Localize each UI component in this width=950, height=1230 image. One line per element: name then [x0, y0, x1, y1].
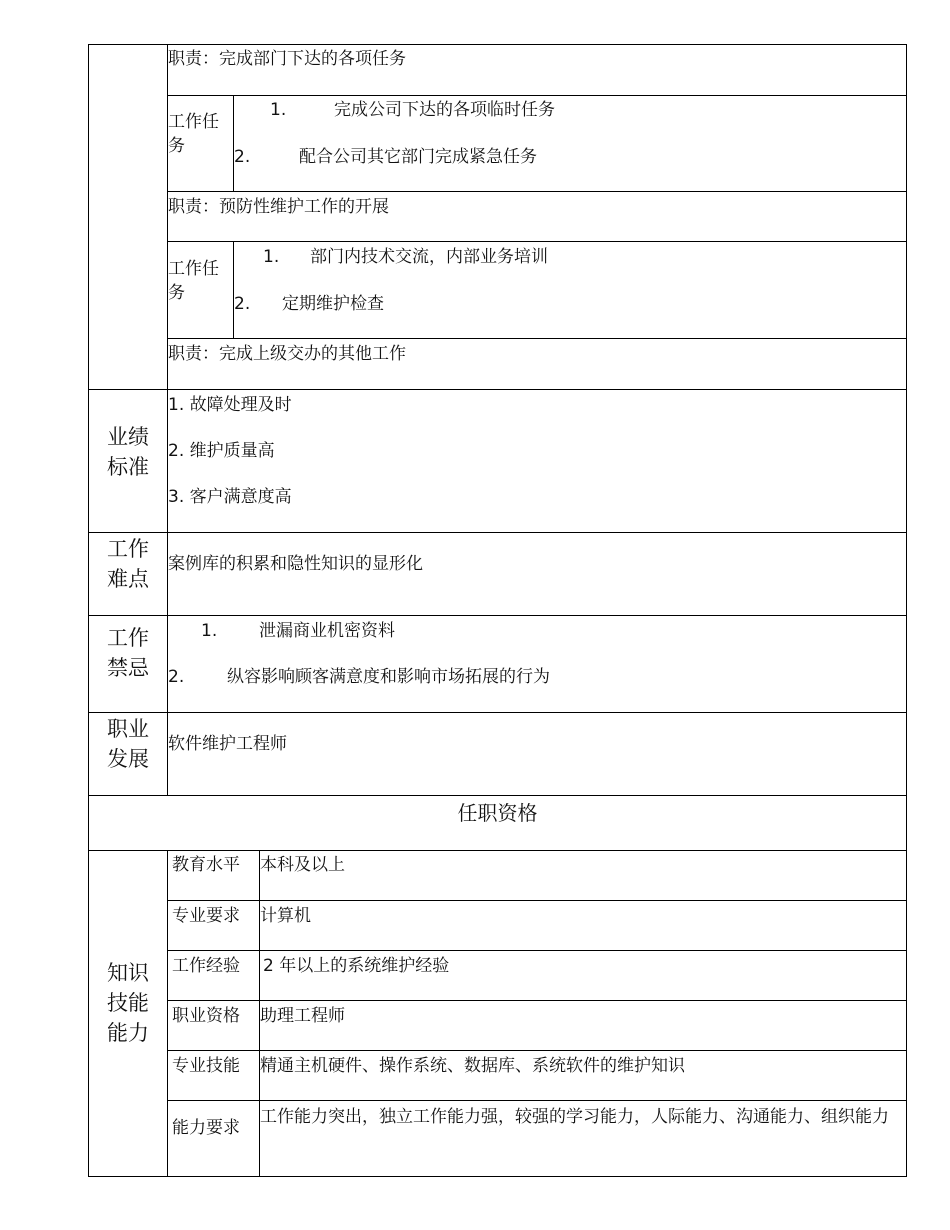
- taboo-1-text: 泄漏商业机密资料: [259, 621, 395, 641]
- qual-row-6-value: 工作能力突出，独立工作能力强，较强的学习能力，人际能力、沟通能力、组织能力: [260, 1107, 889, 1127]
- duty-1-task-1-num: 1.: [270, 100, 287, 120]
- taboos-label: 工作禁忌: [107, 626, 149, 680]
- duty-1-title: 职责：完成部门下达的各项任务: [168, 49, 406, 69]
- qual-row-3-value: 2 年以上的系统维护经验: [263, 956, 450, 976]
- qual-row-2-value: 计算机: [260, 906, 311, 926]
- performance-item-2: 2. 维护质量高: [168, 441, 275, 461]
- taboo-2-num: 2.: [168, 667, 185, 687]
- qual-row-5-value: 精通主机硬件、操作系统、数据库、系统软件的维护知识: [260, 1056, 685, 1076]
- qual-row-5-label: 专业技能: [172, 1056, 240, 1076]
- qualifications-title: 任职资格: [457, 801, 538, 825]
- duty-2-task-1-text: 部门内技术交流，内部业务培训: [310, 247, 548, 267]
- career-text: 软件维护工程师: [168, 734, 287, 754]
- performance-item-1: 1. 故障处理及时: [168, 395, 292, 415]
- qual-row-2-label: 专业要求: [172, 906, 240, 926]
- duty-2-task-label: 工作任务: [168, 259, 219, 303]
- performance-item-3: 3. 客户满意度高: [168, 487, 292, 507]
- duty-1-task-1-text: 完成公司下达的各项临时任务: [334, 100, 555, 120]
- difficulty-text: 案例库的积累和隐性知识的显形化: [168, 554, 423, 574]
- duty-2-task-2-num: 2.: [234, 294, 251, 314]
- qual-row-1-label: 教育水平: [172, 855, 240, 875]
- taboo-2-text: 纵容影响顾客满意度和影响市场拓展的行为: [227, 667, 550, 687]
- duty-1-task-2-num: 2.: [234, 147, 251, 167]
- duty-1-task-label: 工作任务: [168, 112, 219, 156]
- duty-3-title: 职责：完成上级交办的其他工作: [168, 344, 406, 364]
- qual-row-1-value: 本科及以上: [260, 855, 345, 875]
- qual-row-4-value: 助理工程师: [260, 1006, 345, 1026]
- duty-2-title: 职责：预防性维护工作的开展: [168, 197, 389, 217]
- qual-row-3-label: 工作经验: [172, 956, 240, 976]
- career-label: 职业发展: [107, 717, 149, 771]
- performance-label: 业绩标准: [107, 425, 149, 479]
- qual-row-4-label: 职业资格: [172, 1006, 240, 1026]
- qual-row-6-label: 能力要求: [172, 1118, 240, 1138]
- taboo-1-num: 1.: [201, 621, 218, 641]
- difficulty-label: 工作难点: [107, 537, 149, 591]
- duty-1-task-2-text: 配合公司其它部门完成紧急任务: [299, 147, 537, 167]
- duty-2-task-2-text: 定期维护检查: [282, 294, 384, 314]
- duty-2-task-1-num: 1.: [263, 247, 280, 267]
- qualifications-group-label: 知识技能能力: [107, 961, 149, 1045]
